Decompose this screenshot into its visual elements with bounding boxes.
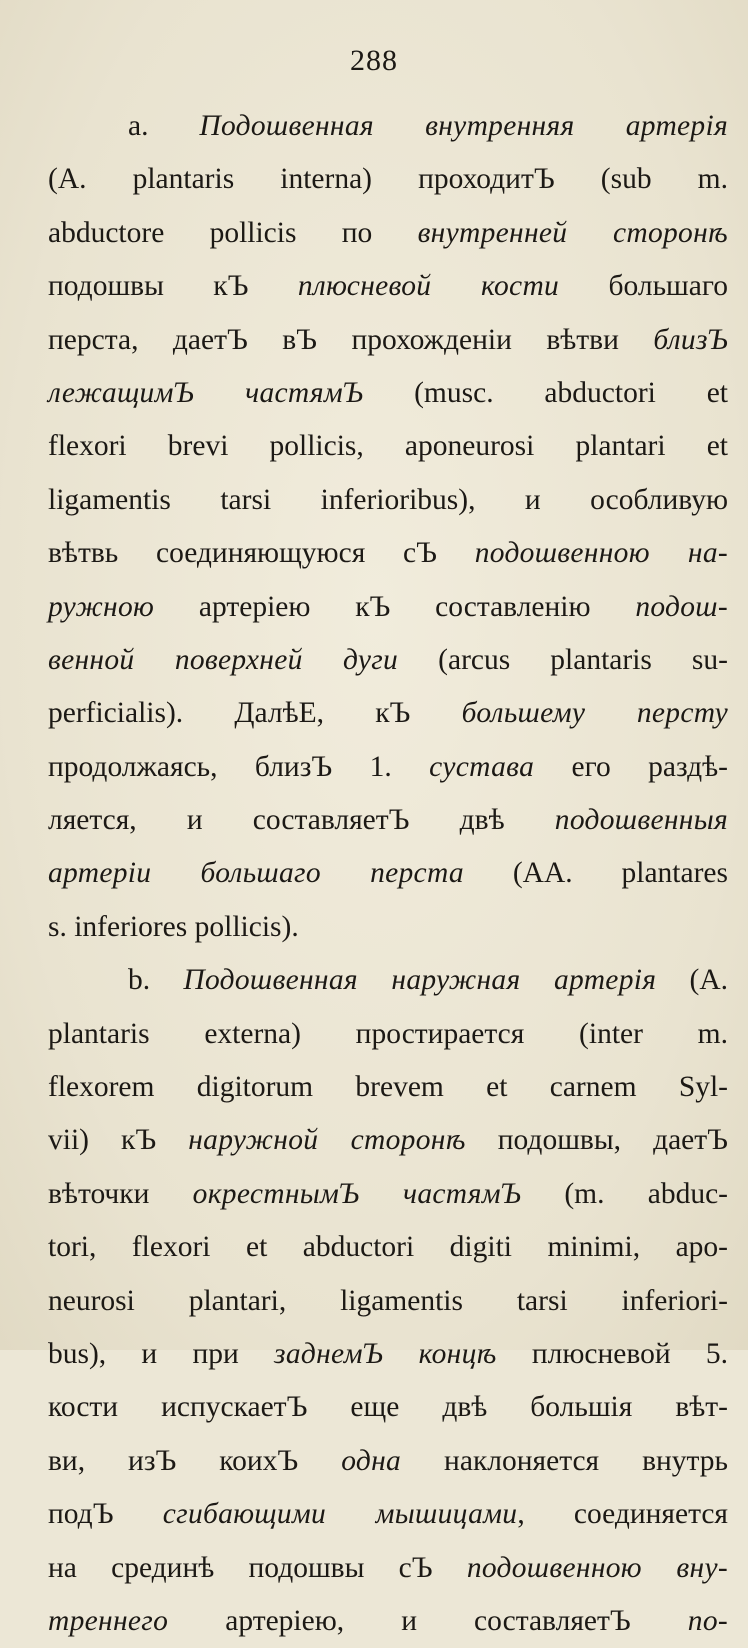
text-run: на срединѣ подошвы сЪ: [48, 1551, 467, 1584]
text-line: [48, 634, 728, 687]
italic-term: артеріи большаго перста: [48, 857, 464, 890]
text-line: [48, 1061, 728, 1114]
text-run: его раздѣ-: [534, 750, 728, 783]
text-line: [48, 847, 728, 900]
text-line: [48, 1542, 728, 1595]
text-line: [48, 1328, 728, 1381]
italic-term: треннего: [48, 1604, 169, 1637]
text-run: (A.: [656, 964, 728, 997]
text-line: [48, 1275, 728, 1328]
text-run: plantaris externa) простирается (inter m.: [48, 1017, 728, 1050]
body-text: [48, 100, 728, 1648]
italic-term: подошвенныя: [554, 804, 728, 837]
italic-term: лежащимЪ частямЪ: [48, 376, 364, 409]
italic-term: окрестнымЪ частямЪ: [192, 1177, 522, 1210]
text-run: (musc. abductori et: [363, 376, 728, 409]
text-line: [48, 100, 728, 153]
text-run: (AA. plantares: [463, 857, 728, 890]
text-run: s. inferiores pollicis).: [48, 910, 299, 943]
text-run: abductore pollicis по: [48, 216, 418, 249]
italic-term: подош-: [635, 590, 728, 623]
text-line: [48, 1435, 728, 1488]
text-run: продолжаясь, близЪ 1.: [48, 750, 430, 783]
text-line: [48, 1168, 728, 1221]
text-run: артеріею кЪ составленію: [154, 590, 636, 623]
text-run: перста, даетЪ вЪ прохожденіи вѣтви: [48, 323, 654, 356]
text-run: vii) кЪ: [48, 1124, 189, 1157]
text-line: [48, 1488, 728, 1541]
italic-term: сустава: [429, 750, 535, 783]
text-line: [48, 207, 728, 260]
text-run: вѣтвь соединяющуюся сЪ: [48, 537, 475, 570]
text-run: ligamentis tarsi inferioribus), и особливую: [48, 483, 728, 516]
text-line: [48, 741, 728, 794]
text-run: , соединяется: [517, 1498, 728, 1531]
text-line: [48, 581, 728, 634]
text-run: большаго: [559, 270, 728, 303]
text-run: a.: [128, 110, 200, 142]
text-line: [48, 1221, 728, 1274]
italic-term: подошвенною вну-: [466, 1551, 728, 1584]
text-run: артеріею, и составляетЪ: [168, 1604, 688, 1637]
italic-term: Подошвенная внутренняя артерія: [199, 110, 728, 142]
text-line: [48, 1114, 728, 1167]
italic-term: ружною: [48, 590, 155, 623]
page-number: 288: [350, 44, 398, 77]
text-run: (A. plantaris interna) проходитЪ (sub m.: [48, 163, 728, 196]
text-line: [48, 954, 728, 1007]
text-run: (m. abduc-: [521, 1177, 729, 1210]
text-line: [48, 687, 728, 740]
text-line: [48, 474, 728, 527]
italic-term: наружной сторонѣ: [188, 1124, 466, 1157]
text-line: [48, 367, 728, 420]
text-line: [48, 794, 728, 847]
text-line: [48, 527, 728, 580]
text-line: [48, 420, 728, 473]
text-run: neurosi plantari, ligamentis tarsi inferiori-: [48, 1284, 728, 1317]
italic-term: подошвенною на-: [474, 537, 728, 570]
text-line: [48, 153, 728, 206]
text-line: [48, 314, 728, 367]
text-run: кости испускаетЪ еще двѣ большія вѣт-: [48, 1391, 728, 1424]
text-line: [48, 1595, 728, 1648]
text-run: bus), и при: [48, 1337, 275, 1370]
italic-term: внутренней сторонѣ: [417, 216, 729, 249]
text-run: вѣточки: [48, 1177, 193, 1210]
text-run: flexori brevi pollicis, aponeurosi plantari et: [48, 430, 728, 463]
text-run: плюсневой 5.: [496, 1337, 729, 1370]
text-run: подошвы кЪ: [48, 270, 298, 303]
text-line: [48, 1381, 728, 1434]
text-line: [48, 260, 728, 313]
italic-term: по-: [687, 1604, 728, 1637]
italic-term: венной поверхней дуги: [48, 643, 399, 676]
text-run: tori, flexori et abductori digiti minimi, apo-: [48, 1231, 728, 1264]
text-run: b.: [128, 964, 184, 997]
italic-term: Подошвенная наружная артерія: [183, 964, 657, 997]
text-run: ляется, и составляетЪ двѣ: [48, 804, 555, 837]
text-run: наклоняется внутрь: [401, 1444, 728, 1477]
text-line: [48, 901, 728, 954]
text-run: perficialis). ДалѣЕ, кЪ: [48, 697, 462, 730]
text-run: flexorem digitorum brevem et carnem Syl-: [48, 1071, 728, 1104]
text-run: (arcus plantaris su-: [398, 643, 728, 676]
italic-term: близЪ: [653, 323, 728, 356]
text-run: подошвы, даетЪ: [465, 1124, 728, 1157]
italic-term: большему персту: [461, 697, 728, 730]
italic-term: заднемЪ концѣ: [274, 1337, 497, 1370]
italic-term: сгибающими мышицами: [162, 1498, 518, 1531]
text-run: подЪ: [48, 1498, 163, 1531]
text-run: ви, изЪ коихЪ: [48, 1444, 342, 1477]
text-line: [48, 1008, 728, 1061]
italic-term: плюсневой кости: [297, 270, 560, 303]
italic-term: одна: [341, 1444, 402, 1477]
